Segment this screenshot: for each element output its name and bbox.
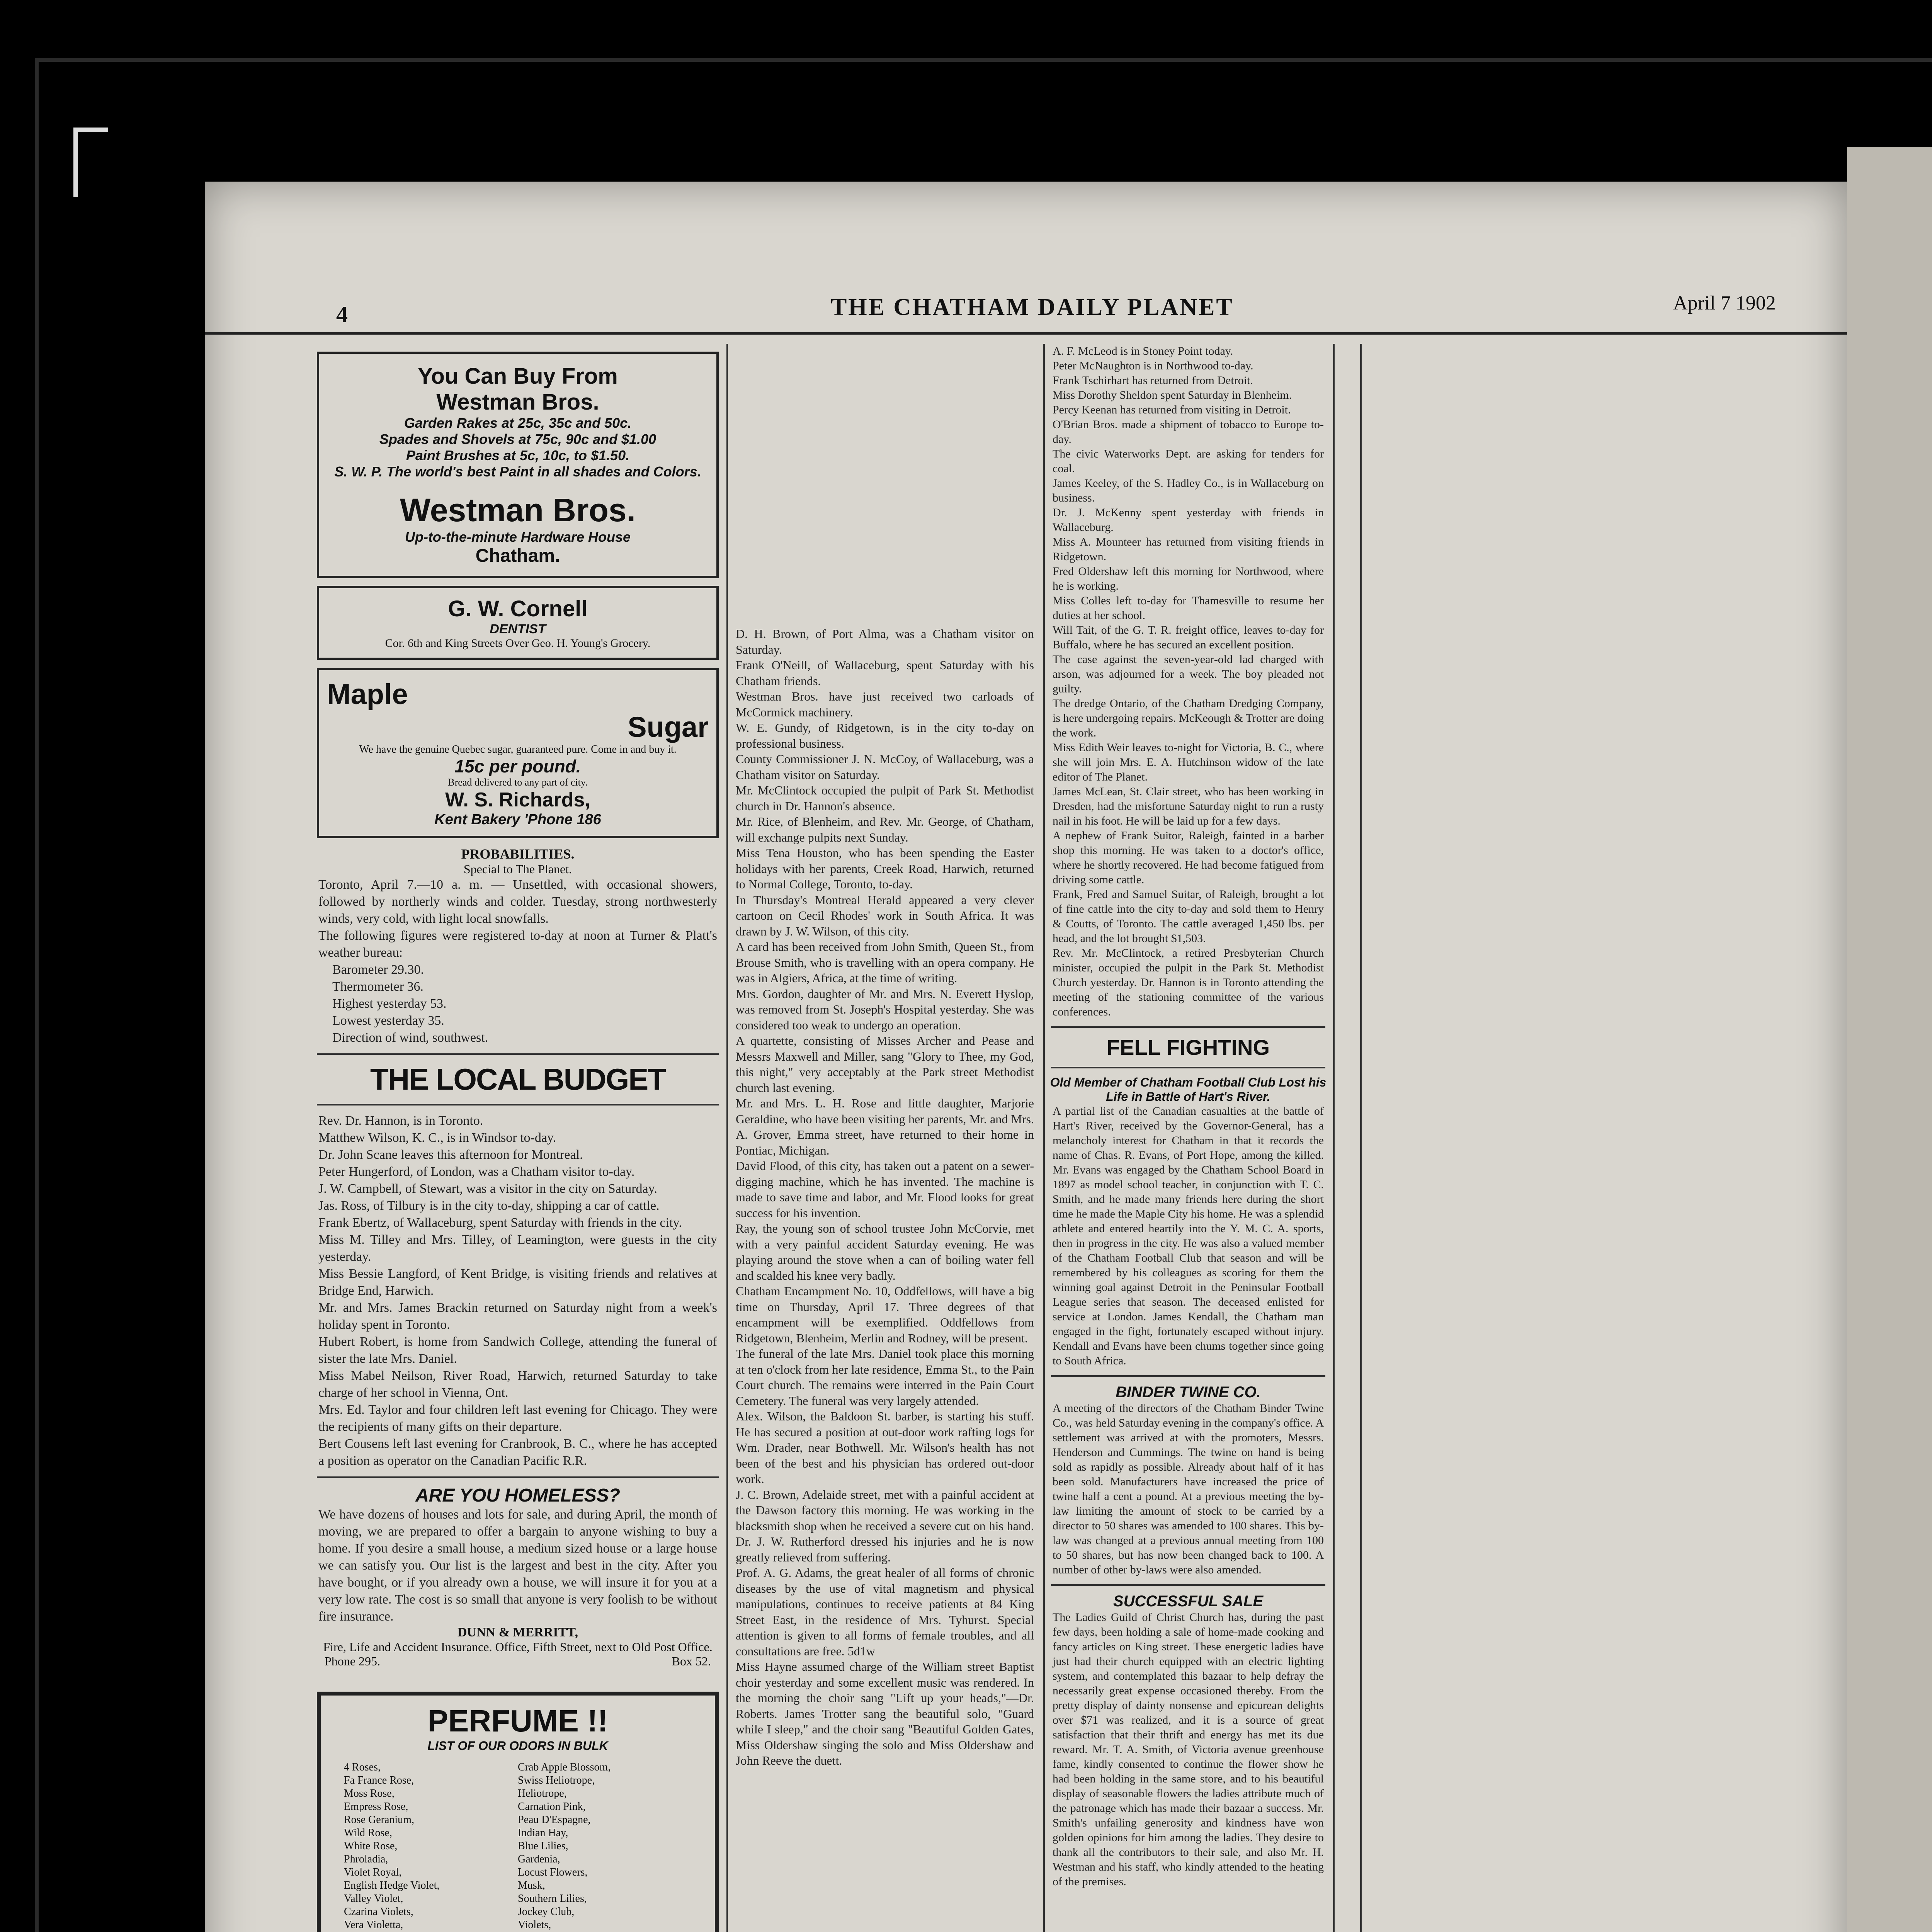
odor-item: English Hedge Violet, bbox=[344, 1879, 440, 1891]
weather-reading: Direction of wind, southwest. bbox=[332, 1031, 488, 1045]
odor-item: Gardenia, bbox=[518, 1853, 560, 1865]
odor-item: Violets, bbox=[518, 1919, 551, 1931]
news-item: Miss Mabel Neilson, River Road, Harwich, returned Saturday to take charge of her school in Vienna, Ont. bbox=[318, 1369, 717, 1400]
news-item: Prof. A. G. Adams, the great healer of all forms of chronic diseases by the use of vital magnetism and physical manipulations, continues to receive patients at 84 King Street East, in the residence of Mrs. Tyhurst. Special attention is given to all forms of female troubles, and all consultations are free. 5d1w bbox=[736, 1566, 1034, 1658]
news-item: Frank, Fred and Samuel Suitar, of Raleigh, brought a lot of fine cattle into the city to-day and sold them to Henry & Coutts, of Toronto. The cattle averaged 1,450 lbs. per head, and the lot brought $1,503. bbox=[1053, 888, 1324, 945]
news-item: Fred Oldershaw left this morning for Northwood, where he is working. bbox=[1053, 565, 1324, 592]
news-item: J. W. Campbell, of Stewart, was a visitor in the city on Saturday. bbox=[318, 1182, 657, 1196]
odor-item: Rose Geranium, bbox=[344, 1814, 414, 1826]
news-item: A. F. McLeod is in Stoney Point today. bbox=[1053, 345, 1233, 357]
divider bbox=[1051, 1067, 1325, 1068]
maple-sub: Kent Bakery 'Phone 186 bbox=[434, 811, 601, 828]
westman-item: Spades and Shovels at 75c, 90c and $1.00 bbox=[379, 431, 656, 447]
odor-item: Czarina Violets, bbox=[344, 1906, 413, 1918]
westman-tagline: Up-to-the-minute Hardware House bbox=[405, 529, 631, 545]
column-rule bbox=[726, 344, 728, 1932]
homeless-contact bbox=[313, 1654, 723, 1668]
odor-item: Heliotrope, bbox=[518, 1787, 567, 1799]
newspaper-page bbox=[205, 182, 1847, 1932]
news-item: Rev. Mr. McClintock, a retired Presbyterian Church minister, occupied the pulpit in the Park St. Methodist Church yesterday. Dr. Hannon is in Toronto attending the meeting of the stationing committee of the various conferences. bbox=[1053, 947, 1324, 1018]
odor-item: Jockey Club, bbox=[518, 1906, 575, 1918]
header-rule bbox=[205, 290, 1847, 335]
divider bbox=[317, 1476, 719, 1478]
weather-reading: Lowest yesterday 35. bbox=[332, 1014, 444, 1028]
odor-item: Locust Flowers, bbox=[518, 1866, 588, 1878]
odor-item: 4 Roses, bbox=[344, 1761, 381, 1773]
column-3 bbox=[1047, 344, 1329, 1932]
odor-item: Swiss Heliotrope, bbox=[518, 1774, 595, 1786]
news-item: A nephew of Frank Suitor, Raleigh, fainted in a barber shop this morning. He was taken to a doctor's office, where he shortly recovered. He had become fatigued from driving some cattle. bbox=[1053, 829, 1324, 886]
column-rule bbox=[1360, 344, 1362, 1932]
fell-fighting-title: FELL FIGHTING bbox=[1106, 1035, 1270, 1060]
weather-reading: Highest yesterday 53. bbox=[332, 997, 447, 1011]
odor-item: Phroladia, bbox=[344, 1853, 388, 1865]
news-item: Frank Ebertz, of Wallaceburg, spent Saturday with friends in the city. bbox=[318, 1216, 682, 1230]
masthead: THE CHATHAM DAILY PLANET bbox=[831, 294, 1234, 320]
news-item: O'Brian Bros. made a shipment of tobacco to Europe to-day. bbox=[1053, 418, 1324, 446]
maple-name: W. S. Richards, bbox=[445, 789, 590, 811]
westman-item: Garden Rakes at 25c, 35c and 50c. bbox=[404, 415, 632, 431]
westman-city: Chatham. bbox=[475, 546, 560, 566]
news-item: James Keeley, of the S. Hadley Co., is in Wallaceburg on business. bbox=[1053, 477, 1324, 504]
news-item: Dr. John Scane leaves this afternoon for Montreal. bbox=[318, 1148, 583, 1162]
probabilities-text2: The following figures were registered to-day at noon at Turner & Platt's weather bureau: bbox=[318, 929, 717, 960]
news-item: Bert Cousens left last evening for Cranbrook, B. C., where he has accepted a position as operator on the Canadian Pacific R.R. bbox=[318, 1437, 717, 1468]
cornell-name: G. W. Cornell bbox=[448, 596, 588, 621]
weather-reading: Thermometer 36. bbox=[332, 980, 424, 994]
news-item: Miss Colles left to-day for Thamesville to resume her duties at her school. bbox=[1053, 594, 1324, 622]
news-item: The dredge Ontario, of the Chatham Dredging Company, is here undergoing repairs. McKeough & Trotter are doing the work. bbox=[1053, 697, 1324, 739]
news-item: Miss Edith Weir leaves to-night for Victoria, B. C., where she will join Mrs. E. A. Hutchinson widow of the late editor of The Planet. bbox=[1053, 741, 1324, 783]
perfume-subtitle: LIST OF OUR ODORS IN BULK bbox=[427, 1739, 608, 1753]
probabilities-text: Toronto, April 7.—10 a. m. — Unsettled, with occasional showers, followed by northerly winds and colder. Tuesday, strong northwesterly winds, very cold, with light local snowfalls. bbox=[318, 878, 717, 926]
cornell-address: Cor. 6th and King Streets Over Geo. H. Young's Grocery. bbox=[385, 637, 651, 650]
odor-item: Blue Lilies, bbox=[518, 1840, 568, 1852]
binder-twine-text: A meeting of the directors of the Chatham Binder Twine Co., was held Saturday evening in the company's office. A settlement was arrived at with the promoters, Messrs. Henderson and Cummings. The twine on hand is being sold as rapidly as possible. Already about half of it has been sold. Manufacturers have increased the price of twine half a cent a pound. At a previous meeting the by-law limiting the amount of stock to be carried by a director to 50 shares was amended to 100 shares. This by-law was changed at a previous annual meeting from 100 to 50 shares, but has now been changed back to 100. A number of other by-laws were also amended. bbox=[1053, 1402, 1324, 1576]
column-rule bbox=[1333, 344, 1335, 1932]
personals-list bbox=[1047, 344, 1329, 1019]
homeless-firm2: Fire, Life and Accident Insurance. Office, Fifth Street, next to Old Post Office. bbox=[323, 1640, 713, 1654]
cornell-title: DENTIST bbox=[490, 622, 546, 636]
news-item: The case against the seven-year-old lad charged with arson, was adjourned for a week. The boy pleaded not guilty. bbox=[1053, 653, 1324, 695]
maple-note: Bread delivered to any part of city. bbox=[448, 777, 588, 788]
news-item: Percy Keenan has returned from visiting in Detroit. bbox=[1053, 403, 1291, 416]
news-item: Hubert Robert, is home from Sandwich College, attending the funeral of sister the late Mrs. Daniel. bbox=[318, 1335, 717, 1366]
westman-line2: Westman Bros. bbox=[436, 389, 599, 415]
odor-item: Moss Rose, bbox=[344, 1787, 395, 1799]
issue-date: April 7 1902 bbox=[1673, 292, 1776, 314]
perfume-ad bbox=[317, 1692, 719, 1932]
divider bbox=[1051, 1375, 1325, 1377]
news-item: Frank O'Neill, of Wallaceburg, spent Saturday with his Chatham friends. bbox=[736, 658, 1034, 688]
news-item: Rev. Dr. Hannon, is in Toronto. bbox=[318, 1114, 483, 1128]
local-budget-items bbox=[313, 1112, 723, 1469]
odor-item: Violet Royal, bbox=[344, 1866, 402, 1878]
westman-ad bbox=[317, 352, 719, 578]
binder-twine-title: BINDER TWINE CO. bbox=[1116, 1384, 1261, 1401]
news-item: Mr. Rice, of Blenheim, and Rev. Mr. George, of Chatham, will exchange pulpits next Sunday. bbox=[736, 815, 1034, 844]
westman-item: Paint Brushes at 5c, 10c, to $1.50. bbox=[406, 447, 630, 463]
news-item: Miss Bessie Langford, of Kent Bridge, is visiting friends and relatives at Bridge End, Harwich. bbox=[318, 1267, 717, 1298]
news-item: Mrs. Ed. Taylor and four children left last evening for Chicago. They were the recipients of many gifts on their departure. bbox=[318, 1403, 717, 1434]
maple-sugar-ad bbox=[317, 668, 719, 838]
maple-price: 15c per pound. bbox=[454, 756, 581, 776]
news-item: J. C. Brown, Adelaide street, met with a painful accident at the Dawson factory this morning. He was working in the blacksmith shop when he received a severe cut on his hand. Dr. J. W. Rutherford dressed his injuries and he is now greatly relieved from suffering. bbox=[736, 1487, 1034, 1564]
maple-text: We have the genuine Quebec sugar, guaranteed pure. Come in and buy it. bbox=[359, 743, 677, 755]
column-2 bbox=[730, 626, 1039, 1932]
divider bbox=[1051, 1026, 1325, 1028]
news-item: Miss M. Tilley and Mrs. Tilley, of Leamington, were guests in the city yesterday. bbox=[318, 1233, 717, 1264]
cornell-ad bbox=[317, 586, 719, 660]
news-item: Dr. J. McKenny spent yesterday with friends in Wallaceburg. bbox=[1053, 506, 1324, 534]
probabilities-title: PROBABILITIES. bbox=[461, 846, 575, 862]
weather-reading: Barometer 29.30. bbox=[332, 963, 424, 977]
news-item: Matthew Wilson, K. C., is in Windsor to-day. bbox=[318, 1131, 556, 1145]
maple-line1: Maple bbox=[327, 678, 408, 710]
news-item: Peter McNaughton is in Northwood to-day. bbox=[1053, 359, 1253, 372]
fell-fighting-text: A partial list of the Canadian casualties at the battle of Hart's River, received by the Governor-General, has a melancholy interest for Chatham in that it records the name of Chas. R. Evans, of Port Hope, among the killed. Mr. Evans was engaged by the Chatham School Board in 1897 as model school teacher, in conjunction with T. C. Smith, and he made many friends here during the short time he made the Maple City his home. He was a splendid athlete and entered heartily into the Y. M. C. A. sports, then in progress in the city. He was also a valued member of the Chatham Football Club that season and will be remembered by his colleagues as scoring for them the winning goal against Detroit in the Peninsular Football League series that season. The deceased enlisted for service at London. James Kendall, the Chatham man engaged in the fight, fortunately escaped without injury. Kendall and Evans have been chums together since going to South Africa. bbox=[1053, 1105, 1324, 1367]
personals-list bbox=[730, 626, 1039, 1769]
news-item: The funeral of the late Mrs. Daniel took place this morning at ten o'clock from her late residence, Emma St., to the Pain Court church. The remains were interred in the Pain Court Cemetery. The funeral was very largely attended. bbox=[736, 1347, 1034, 1408]
page-number: 4 bbox=[336, 302, 348, 327]
news-item: Jas. Ross, of Tilbury is in the city to-day, shipping a car of cattle. bbox=[318, 1199, 660, 1213]
odor-item: Fa France Rose, bbox=[344, 1774, 414, 1786]
odor-list-right bbox=[518, 1761, 692, 1932]
news-item: Chatham Encampment No. 10, Oddfellows, will have a big time on Thursday, April 17. Three degrees of that encampment will be exemplified. Oddfellows from Ridgetown, Blenheim, Merlin and Rodney, will be present. bbox=[736, 1284, 1034, 1345]
news-item: Miss Tena Houston, who has been spending the Easter holidays with her parents, Creek Road, Harwich, returned to Normal College, Toronto, to-day. bbox=[736, 846, 1034, 891]
odor-item: Vera Violetta, bbox=[344, 1919, 403, 1931]
crop-mark-tl-h bbox=[73, 128, 108, 132]
news-item: James McLean, St. Clair street, who has been working in Dresden, had the misfortune Saturday night to run a rusty nail in his foot. He will be laid up for a few days. bbox=[1053, 785, 1324, 827]
news-item: Miss Dorothy Sheldon spent Saturday in Blenheim. bbox=[1053, 389, 1292, 401]
westman-line1: You Can Buy From bbox=[418, 364, 618, 389]
westman-item: S. W. P. The world's best Paint in all shades and Colors. bbox=[334, 464, 701, 480]
news-item: Peter Hungerford, of London, was a Chatham visitor to-day. bbox=[318, 1165, 635, 1179]
news-item: Mr. and Mrs. James Brackin returned on Saturday night from a week's holiday spent in Toronto. bbox=[318, 1301, 717, 1332]
news-item: Alex. Wilson, the Baldoon St. barber, is starting his stuff. He has secured a position at out-door work rafting logs for Wm. Drader, near Bothwell. Mr. Wilson's health has not been of the best and his physician has ordered out-door work. bbox=[736, 1409, 1034, 1486]
probabilities-subtitle: Special to The Planet. bbox=[463, 862, 572, 876]
successful-sale-title: SUCCESSFUL SALE bbox=[1113, 1593, 1264, 1610]
news-item: County Commissioner J. N. McCoy, of Wallaceburg, was a Chatham visitor on Saturday. bbox=[736, 752, 1034, 782]
odor-item: Wild Rose, bbox=[344, 1827, 392, 1839]
fell-fighting-subtitle: Old Member of Chatham Football Club Lost his Life in Battle of Hart's River. bbox=[1050, 1075, 1327, 1104]
odor-item: Peau D'Espagne, bbox=[518, 1814, 591, 1826]
odor-item: Empress Rose, bbox=[344, 1801, 408, 1813]
news-item: Miss A. Mounteer has returned from visiting friends in Ridgetown. bbox=[1053, 536, 1324, 563]
news-item: David Flood, of this city, has taken out a patent on a sewer-digging machine, which he has invented. The machine is made to save time and labor, and Mr. Flood looks for great success for his invention. bbox=[736, 1159, 1034, 1220]
odor-item: Crab Apple Blossom, bbox=[518, 1761, 611, 1773]
news-item: In Thursday's Montreal Herald appeared a very clever cartoon on Cecil Rhodes' work in South Africa. It was drawn by J. W. Wilson, of this city. bbox=[736, 893, 1034, 938]
news-item: Mr. and Mrs. L. H. Rose and little daughter, Marjorie Geraldine, who have been visiting her parents, Mr. and Mrs. A. Grover, Emma street, have returned to their home in Pontiac, Michigan. bbox=[736, 1096, 1034, 1157]
local-budget-title: THE LOCAL BUDGET bbox=[370, 1062, 665, 1096]
odor-item: Musk, bbox=[518, 1879, 545, 1891]
perfume-title: PERFUME !! bbox=[427, 1704, 608, 1738]
odor-item: White Rose, bbox=[344, 1840, 398, 1852]
news-item: W. E. Gundy, of Ridgetown, is in the city to-day on professional business. bbox=[736, 721, 1034, 750]
odor-item: Southern Lilies, bbox=[518, 1893, 587, 1905]
homeless-box: Box 52. bbox=[672, 1654, 711, 1668]
column-1 bbox=[313, 344, 723, 1932]
news-item: Westman Bros. have just received two carloads of McCormick machinery. bbox=[736, 689, 1034, 719]
divider bbox=[1051, 1584, 1325, 1586]
page-edge bbox=[1847, 147, 1932, 1932]
divider bbox=[317, 1104, 719, 1105]
odor-list bbox=[344, 1761, 692, 1932]
odor-list-left bbox=[344, 1761, 518, 1932]
news-item: Miss Hayne assumed charge of the William street Baptist choir yesterday and some excellent music was rendered. In the morning the choir sang "Lift up your heads,"—Dr. Roberts. James Trotter sang the beautiful solo, "Guard while I sleep," and the choir sang "Beautiful Golden Gates, Miss Oldershaw singing the solo and Miss Oldershaw and John Reeve the duett. bbox=[736, 1660, 1034, 1767]
homeless-title: ARE YOU HOMELESS? bbox=[415, 1485, 620, 1506]
homeless-firm: DUNN & MERRITT, bbox=[457, 1625, 578, 1639]
maple-line2: Sugar bbox=[628, 711, 709, 743]
news-item: Mrs. Gordon, daughter of Mr. and Mrs. N. Everett Hyslop, was removed from St. Joseph's Hospital yesterday. She was considered too weak to undergo an operation. bbox=[736, 986, 1034, 1032]
crop-mark-tl bbox=[73, 128, 78, 197]
successful-sale-text: The Ladies Guild of Christ Church has, during the past few days, been holding a sale of home-made cooking and fancy articles on King street. These energetic ladies have just had their church equipped with an electric lighting system, and contemplated this bazaar to help defray the necessarily great expense occasioned thereby. From the pretty display of dainty nonsense and epicurean delights over $71 was realized, and it is a source of great satisfaction that their thrift and energy has met its due reward. Mr. T. A. Smith, of Victoria avenue greenhouse fame, kindly consented to continue the flower show he had been holding in the same store, and to his beautiful display of seasonable flowers the ladies attribute much of the patronage which has made their bazaar a success. Mr. Smith's unfailing generosity and kindness have won golden opinions for him among the ladies. They desire to thank all the contributors to their sale, and also Mr. H. Westman and his staff, who kindly attended to the heating of the premises. bbox=[1053, 1611, 1324, 1888]
news-item: D. H. Brown, of Port Alma, was a Chatham visitor on Saturday. bbox=[736, 627, 1034, 656]
weather-readings bbox=[313, 961, 723, 1046]
news-item: A quartette, consisting of Misses Archer and Pease and Messrs Maxwell and Miller, sang "Glory to Thee, my God, this night," very acceptably at the Park street Methodist church last evening. bbox=[736, 1034, 1034, 1095]
odor-item: Valley Violet, bbox=[344, 1893, 403, 1905]
news-item: Frank Tschirhart has returned from Detroit. bbox=[1053, 374, 1253, 387]
odor-item: Indian Hay, bbox=[518, 1827, 568, 1839]
homeless-phone: Phone 295. bbox=[325, 1654, 380, 1668]
column-rule bbox=[1043, 344, 1045, 1932]
news-item: Mr. McClintock occupied the pulpit of Park St. Methodist church in Dr. Hannon's absence. bbox=[736, 783, 1034, 813]
news-item: Ray, the young son of school trustee John McCorvie, met with a very painful accident Saturday evening. He was playing around the stove when a can of boiling water fell and scalded his knee very badly. bbox=[736, 1221, 1034, 1282]
odor-item: Carnation Pink, bbox=[518, 1801, 586, 1813]
divider bbox=[317, 1053, 719, 1055]
news-item: A card has been received from John Smith, Queen St., from Brouse Smith, who is travelling with an opera company. He was in Algiers, Africa, at the time of writing. bbox=[736, 940, 1034, 985]
westman-name: Westman Bros. bbox=[400, 492, 636, 528]
news-item: The civic Waterworks Dept. are asking for tenders for coal. bbox=[1053, 447, 1324, 475]
homeless-text: We have dozens of houses and lots for sale, and during April, the month of moving, we are prepared to offer a bargain to anyone wishing to buy a home. If you desire a small house, a medium sized house or a large house we can satisfy you. Our list is the largest and best in the city. After you have bought, or if you already own a house, we will insure it for you at a very low rate. The cost is so small that anyone is very foolish to be without fire insurance. bbox=[318, 1507, 717, 1624]
news-item: Will Tait, of the G. T. R. freight office, leaves to-day for Buffalo, where he has secured an excellent position. bbox=[1053, 624, 1324, 651]
